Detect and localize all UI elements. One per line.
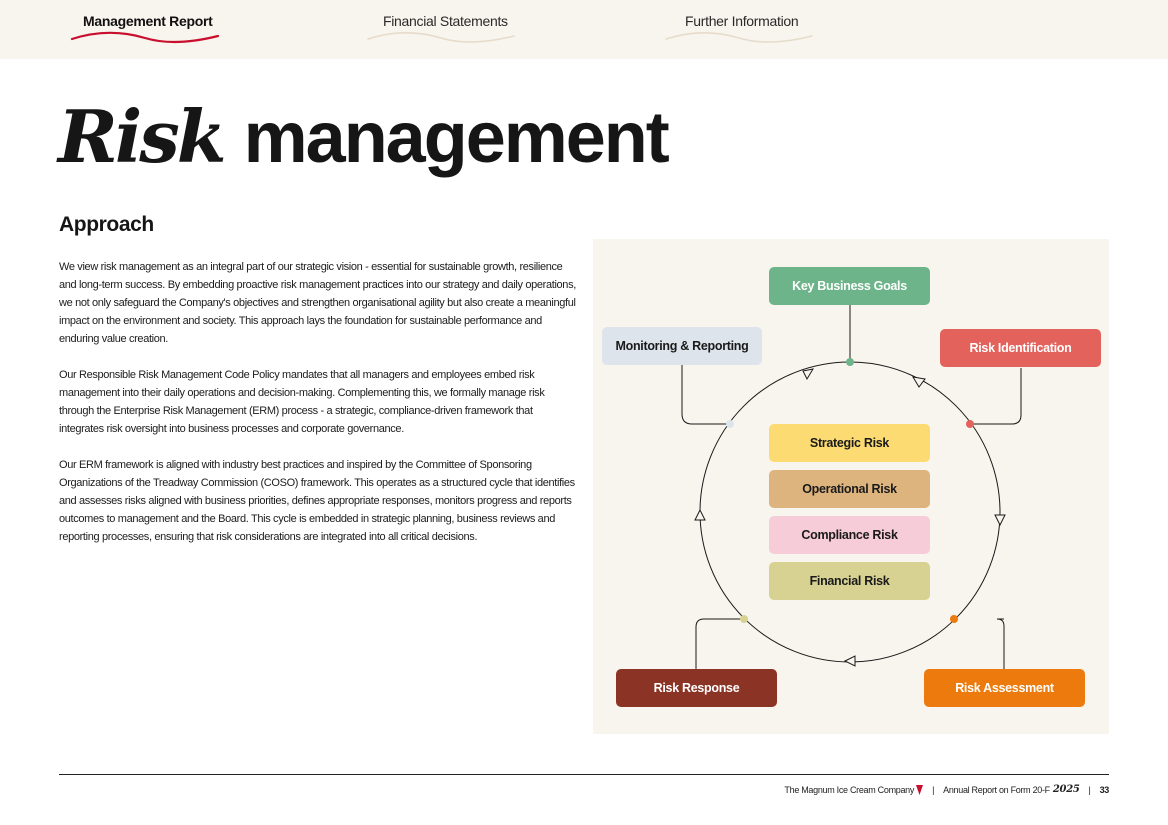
monitoring-reporting-box: Monitoring & Reporting (602, 327, 762, 365)
risk-identification-box: Risk Identification (940, 329, 1101, 367)
tab-further-information[interactable]: Further Information (685, 13, 799, 29)
footer-separator: | (932, 784, 935, 795)
node-dot (966, 420, 974, 428)
compliance-risk-box: Compliance Risk (769, 516, 930, 554)
financial-risk-box: Financial Risk (769, 562, 930, 600)
red-drop-icon (916, 785, 923, 795)
risk-response-box: Risk Response (616, 669, 777, 707)
paragraph: We view risk management as an integral part of our strategic vision - essential for sustainable growth, resilience and long-term success. By embedding proactive risk management practices into our strategy and daily operations, we not only safeguard the Company's objectives and strengthen organisational agility but also create a meaningful impact on the environment and society. This approach lays the foundation for sustainable performance and enduring value creation. (59, 261, 576, 345)
top-navigation (0, 0, 1168, 59)
node-dot (846, 358, 854, 366)
arrow-icon (695, 510, 705, 520)
erm-cycle-diagram (593, 239, 1109, 734)
page-number: 33 (1099, 784, 1109, 795)
tab-underline (366, 30, 516, 44)
tab-management-report[interactable]: Management Report (83, 13, 213, 29)
footer-divider (59, 774, 1109, 775)
page-title (58, 92, 668, 183)
node-dot (950, 615, 958, 623)
footer-year: 2025 (1052, 784, 1080, 795)
operational-risk-box: Operational Risk (769, 470, 930, 508)
tab-underline (664, 30, 814, 44)
paragraph: Our Responsible Risk Management Code Policy mandates that all managers and employees embed risk management into their daily operations and decision-making. Complementing this, we formally manage risk through the Enterprise Risk Management (ERM) process - a strategic, compliance-driven framework that integrates risk oversight into business processes and corporate governance. (59, 369, 545, 435)
footer-company: The Magnum Ice Cream Company (784, 784, 915, 795)
section-heading: Approach (59, 213, 154, 236)
arrow-icon (845, 656, 855, 666)
footer-separator: | (1088, 784, 1091, 795)
arrow-icon (995, 515, 1005, 525)
arrow-icon (803, 369, 813, 379)
node-dot (740, 615, 748, 623)
arrow-icon (913, 377, 925, 387)
tab-financial-statements[interactable]: Financial Statements (383, 13, 508, 29)
paragraph: Our ERM framework is aligned with industry best practices and inspired by the Committee of Sponsoring Organizations of the Treadway Commission (COSO) framework. This operates as a structured cycle that identifies and assesses risks aligned with business priorities, defines appropriate responses, monitors progress and reports outcomes to management and the Board. This cycle is embedded in strategic planning, business reviews and reporting processes, ensuring that risk considerations are integrated into all critical decisions. (59, 459, 575, 543)
active-tab-underline (70, 30, 220, 44)
strategic-risk-box: Strategic Risk (769, 424, 930, 462)
risk-assessment-box: Risk Assessment (924, 669, 1085, 707)
node-dot (726, 420, 734, 428)
page-title-italic: Risk (58, 94, 224, 179)
footer-report: Annual Report on Form 20-F (943, 784, 1050, 795)
footer (784, 784, 1109, 795)
key-business-goals-box: Key Business Goals (769, 267, 930, 305)
page-title-plain: management (243, 98, 668, 178)
